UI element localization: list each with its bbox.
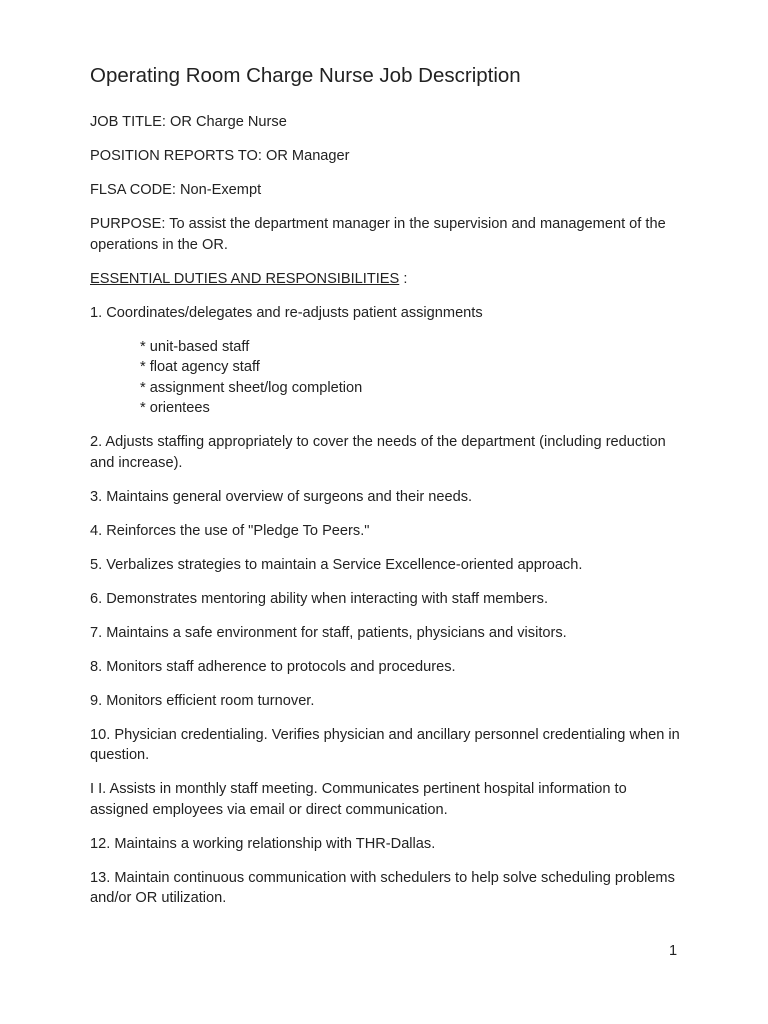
- duty-subitems: [140, 337, 680, 419]
- duty-subitem: * orientees: [140, 400, 210, 416]
- duty-subitem: * assignment sheet/log completion: [140, 379, 363, 396]
- purpose-paragraph: PURPOSE: To assist the department manager in the supervision and management of the operations in the OR.: [90, 216, 666, 253]
- duty-item: 1. Coordinates/delegates and re-adjusts patient assignments: [90, 304, 483, 321]
- document-title: Operating Room Charge Nurse Job Description: [90, 64, 521, 87]
- flsa-code-line: FLSA CODE: Non-Exempt: [90, 182, 262, 198]
- document-page: [90, 63, 680, 922]
- duty-item: I I. Assists in monthly staff meeting. Communicates pertinent hospital information to assigned employees via email or direct communication.: [90, 781, 627, 818]
- duty-item: 13. Maintain continuous communication with schedulers to help solve scheduling problems and/or OR utilization.: [90, 869, 675, 906]
- duty-item: 2. Adjusts staffing appropriately to cover the needs of the department (including reduction and increase).: [90, 434, 666, 471]
- duty-item: 9. Monitors efficient room turnover.: [90, 692, 315, 709]
- duty-item: 12. Maintains a working relationship with THR-Dallas.: [90, 835, 436, 852]
- duty-item: 10. Physician credentialing. Verifies physician and ancillary personnel credentialing when in question.: [90, 726, 680, 763]
- job-title-line: JOB TITLE: OR Charge Nurse: [90, 114, 287, 130]
- duty-item: 6. Demonstrates mentoring ability when interacting with staff members.: [90, 590, 549, 607]
- duty-item: 3. Maintains general overview of surgeons and their needs.: [90, 488, 473, 505]
- section-heading-label: ESSENTIAL DUTIES AND RESPONSIBILITIES: [90, 270, 400, 287]
- duty-subitem: * unit-based staff: [140, 338, 250, 355]
- duty-item: 7. Maintains a safe environment for staff, patients, physicians and visitors.: [90, 624, 567, 641]
- duty-subitem: * float agency staff: [140, 359, 260, 375]
- duty-item: 4. Reinforces the use of "Pledge To Peers.": [90, 522, 370, 539]
- duty-item: 8. Monitors staff adherence to protocols and procedures.: [90, 658, 456, 675]
- section-heading: [90, 269, 680, 290]
- duty-item: 5. Verbalizes strategies to maintain a Service Excellence-oriented approach.: [90, 556, 583, 573]
- reports-to-line: POSITION REPORTS TO: OR Manager: [90, 148, 350, 164]
- section-heading-suffix: :: [399, 270, 408, 287]
- page-number: 1: [669, 943, 678, 959]
